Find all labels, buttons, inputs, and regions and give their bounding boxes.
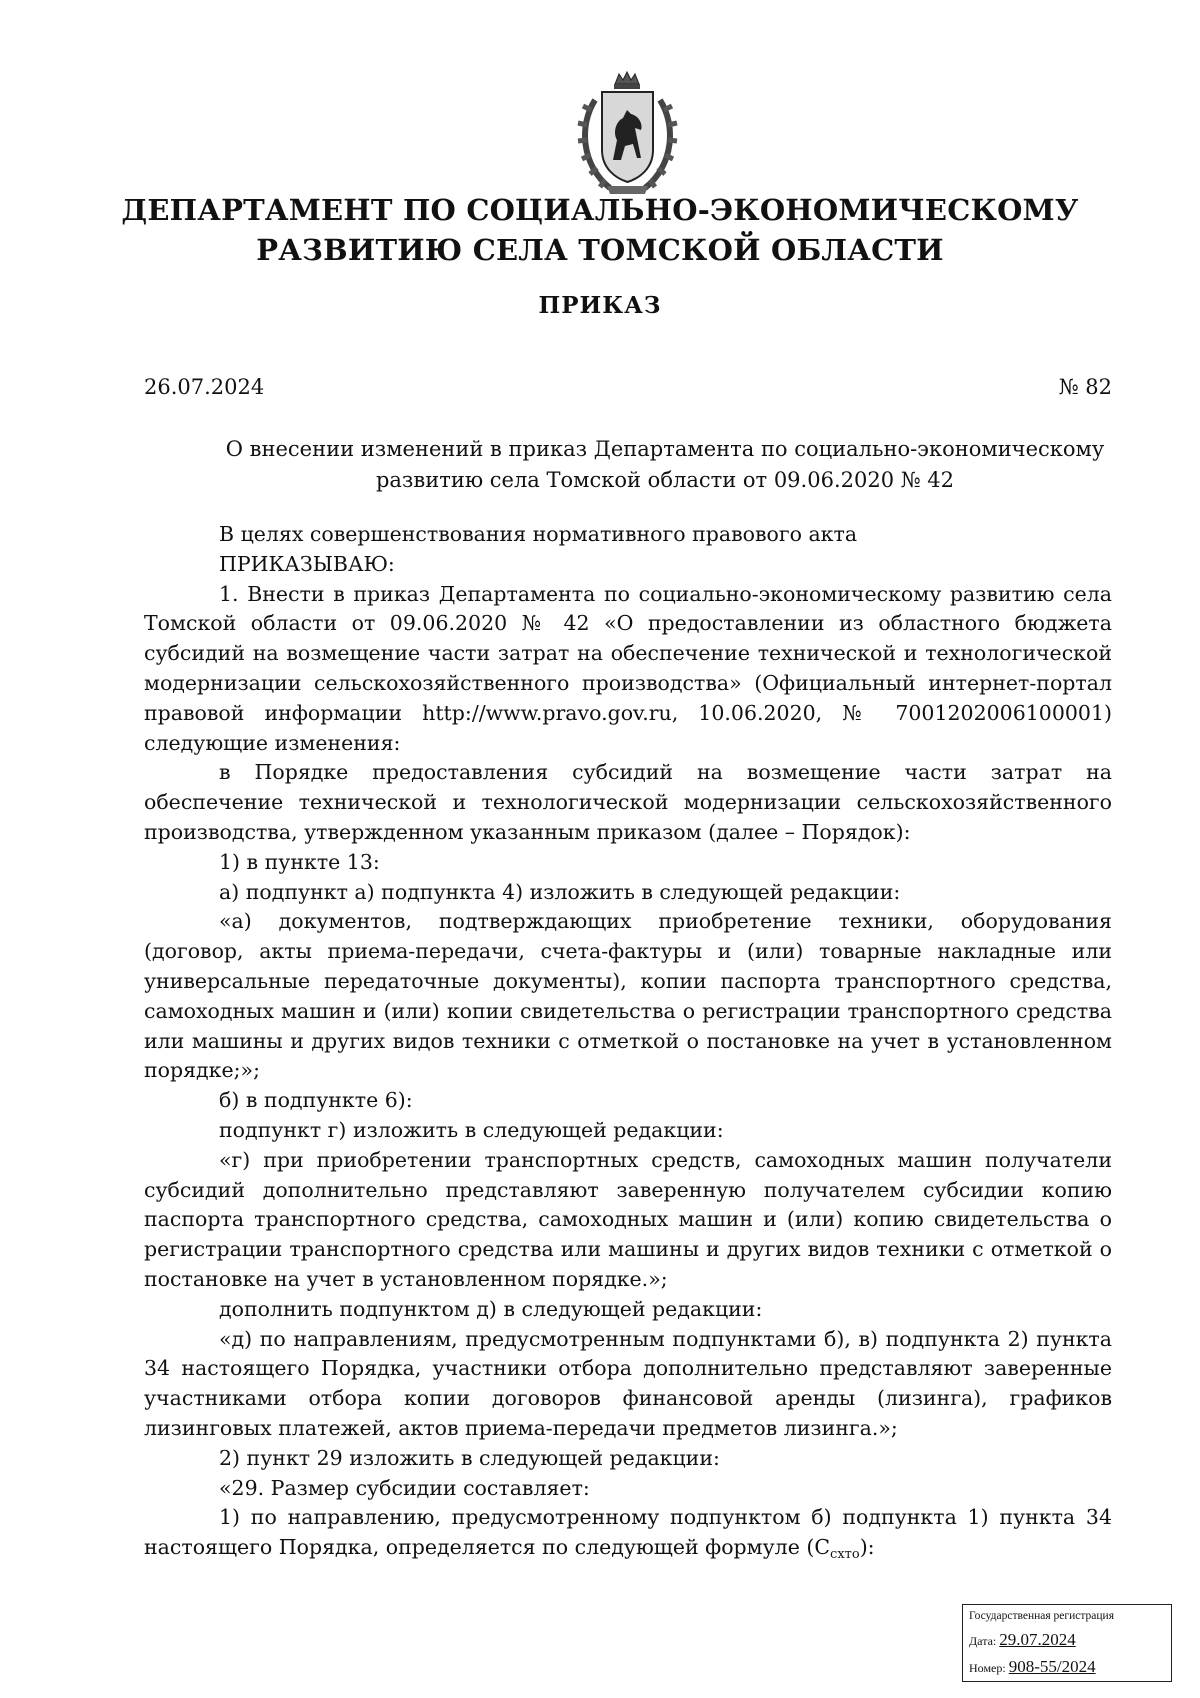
formula-intro-end: ): [859,1535,875,1560]
subject-line2: развитию села Томской области от 09.06.2020 № 42 [375,468,955,492]
paragraph-formula-intro [144,1503,1112,1570]
document-subject [215,434,1115,496]
paragraph: а) подпункт а) подпункта 4) изложить в следующей редакции: [219,879,901,904]
document-date: 26.07.2024 [144,375,265,399]
organization-name-line2: РАЗВИТИЮ СЕЛА ТОМСКОЙ ОБЛАСТИ [256,233,944,267]
paragraph: «г) при приобретении транспортных средств, самоходных машин получатели субсидий дополнительно представляют заверенную получателем субсидии копию паспорта транспортного средства, самоходных машин и (или) копию свидетельства о регистрации транспортного средства или машины и других видов техники с отметкой о постановке на учет в установленном порядке.»; [144,1147,1112,1291]
subject-line1: О внесении изменений в приказ Департамента по социально-экономическому [225,437,1105,461]
paragraph: 1) в пункте 13: [219,849,380,874]
stamp-date-value: 29.07.2024 [999,1630,1076,1649]
stamp-number-row [969,1654,1165,1681]
paragraph-order: ПРИКАЗЫВАЮ: [219,551,395,576]
stamp-number-value: 908-55/2024 [1008,1657,1096,1676]
stamp-date-row [969,1627,1165,1654]
paragraph: «29. Размер субсидии составляет: [219,1475,590,1500]
stamp-date-label: Дата: [969,1634,997,1648]
stamp-number-label: Номер: [969,1661,1006,1675]
formula-intro-text: 1) по направлению, предусмотренному подпунктом б) подпункта 1) пункта 34 настоящего Порядка, определяется по следующей формуле (С [144,1505,1112,1560]
document-number: № 82 [1058,375,1112,399]
paragraph: 2) пункт 29 изложить в следующей редакции: [219,1445,720,1470]
paragraph: «а) документов, подтверждающих приобретение техники, оборудования (договор, акты приема-передачи, счета-фактуры и (или) товарные накладные или универсальные передаточные документы), копии паспорта транспортного средства, самоходных машин и (или) копии свидетельства о регистрации транспортного средства или машины и других видов техники с отметкой о постановке на учет в установленном порядке;»; [144,909,1112,1083]
paragraph: «д) по направлениям, предусмотренным подпунктами б), в) подпункта 2) пункта 34 настоящего Порядка, участники отбора дополнительно представляют заверенные участниками отбора копии договоров финансовой аренды (лизинга), графиков лизинговых платежей, актов приема-передачи предметов лизинга.»; [144,1326,1112,1440]
organization-name-line1: ДЕПАРТАМЕНТ ПО СОЦИАЛЬНО-ЭКОНОМИЧЕСКОМУ [121,193,1079,227]
paragraph: в Порядке предоставления субсидий на возмещение части затрат на обеспечение технической и технологической модернизации сельскохозяйственного производства, утвержденном указанным приказом (далее – Порядок): [144,760,1112,844]
stamp-title: Государственная регистрация [969,1610,1114,1622]
formula-subscript: схто [830,1547,860,1563]
organization-name [100,190,1100,270]
document-type: ПРИКАЗ [538,292,662,319]
document-body [144,520,1112,1570]
paragraph: В целях совершенствования нормативного правового акта [219,522,858,546]
paragraph: б) в подпункте 6): [219,1088,413,1113]
paragraph: 1. Внести в приказ Департамента по социально-экономическому развитию села Томской области от 09.06.2020 № 42 «О предоставлении из областного бюджета субсидий на возмещение части затрат на обеспечение технической и технологической модернизации сельскохозяйственного производства» (Официальный интернет-портал правовой информации http://www.pravo.gov.ru, 10.06.2020, № 7001202006100001) следующие изменения: [144,581,1112,755]
paragraph: подпункт г) изложить в следующей редакции: [219,1117,724,1142]
paragraph: дополнить подпунктом д) в следующей редакции: [219,1296,763,1321]
registration-stamp [962,1604,1172,1682]
coat-of-arms-icon [565,70,690,200]
